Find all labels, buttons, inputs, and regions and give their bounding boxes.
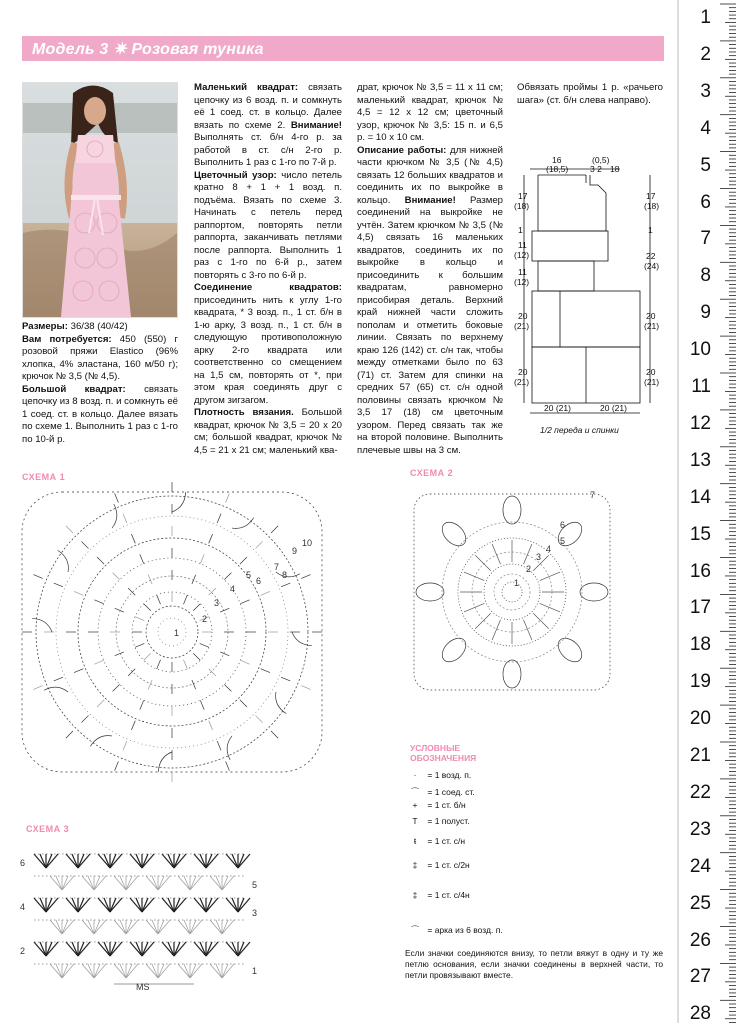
legend-dtr-text: = 1 ст. с/4н <box>427 890 470 900</box>
joining-value: присоединить нить к углу 1-го квадрата, * 3 возд. п., 1 ст. б/н в 1-ю арку, 3 возд. п., 1 ст. б/н в следующую противоположную арку 2-го квадрата или соответственно со смещением на 1,5 см, повторять от *, при этом края соединять друг с другом зигзагом. <box>194 294 342 406</box>
schema-2-chart <box>406 486 618 698</box>
schem-left-label-7: (12) <box>514 277 530 287</box>
legend-item-dc <box>405 836 465 846</box>
small-square-label: Маленький квадрат: <box>194 82 299 93</box>
legend-item-hdc <box>405 816 470 826</box>
ruler-number: 16 <box>689 560 711 582</box>
text-column-1 <box>22 321 178 446</box>
page-title: Модель 3 ✷ Розовая туника <box>32 41 264 58</box>
schema2-row-7: 7 <box>590 490 596 500</box>
flower-label: Цветочный узор: <box>194 169 277 181</box>
big-square-paragraph <box>22 384 178 447</box>
materials-label: Вам потребуется: <box>22 333 112 345</box>
density-continued-paragraph: драт, крючок № 3,5 = 11 x 11 см; маленький квадрат, крючок № 4,5 = 12 x 12 см; цветочный узор, крючок № 3,5: 15 п. и 6,5 р. = 10 x 10 см. <box>357 82 503 143</box>
schema3-row-2: 2 <box>20 946 26 956</box>
schem-top-label-4: 3 2 <box>590 164 602 174</box>
ruler-number: 18 <box>689 634 711 656</box>
chain-arch-icon: ⌒ <box>410 925 420 935</box>
density-paragraph <box>194 407 342 457</box>
schem-bottom-label-2: 20 (21) <box>600 403 627 413</box>
schem-left-label-1: 17 <box>518 191 528 201</box>
ruler-number: 12 <box>689 412 711 434</box>
schem-right-label-5: (24) <box>644 261 660 271</box>
attention-label: Внимание! <box>290 119 342 131</box>
ruler-number: 15 <box>689 523 711 545</box>
schem-right-label-6: 20 <box>646 311 656 321</box>
schema1-row-9: 9 <box>292 546 298 556</box>
schem-left-label-11: (21) <box>514 377 530 387</box>
density-value: Большой квадрат, крючок № 3,5 = 20 x 20 см; большой квадрат, крючок № 4,5 = 21 x 21 см; маленький ква- <box>194 407 342 456</box>
ruler-number: 24 <box>689 855 711 877</box>
schema1-row-5: 5 <box>246 570 252 580</box>
schema-1-chart <box>12 482 334 782</box>
ruler-number: 9 <box>700 302 711 324</box>
schema3-row-1: 1 <box>252 966 258 976</box>
schema2-row-2: 2 <box>526 564 532 574</box>
schem-left-label-6: 11 <box>518 267 527 277</box>
big-square-value: связать цепочку из 8 возд. п. и сомкнуть её 1 соед. ст. в кольцо. Далее вязать по схеме 1. Выполнить 1 раз с 1-го по 10-й р. <box>22 383 178 445</box>
model-photo-image <box>23 83 177 317</box>
density-label: Плотность вязания. <box>194 407 294 418</box>
legend-tr-text: = 1 ст. с/2н <box>427 860 470 870</box>
flower-paragraph <box>194 170 342 283</box>
materials-value: 450 (550) г розовой пряжи Elastico (96% хлопка, 4% эластана, 160 м/50 г); крючок № 3,5 (№ 4,5). <box>22 333 178 382</box>
ruler-number: 2 <box>700 43 711 65</box>
single-crochet-icon: + <box>412 800 418 810</box>
ruler-number: 13 <box>689 449 711 471</box>
ruler-number: 26 <box>689 929 711 951</box>
ruler-number: 27 <box>689 966 711 988</box>
attention-value: Выполнять ст. б/н 4-го р. за работой в ст. с/н 2-го р. Выполнить 1 раз с 1-го по 7-й р. <box>194 132 342 168</box>
garment-schematic <box>510 155 670 440</box>
treble-crochet-icon: ‡ <box>412 860 418 870</box>
legend-chain-text: = 1 возд. п. <box>427 770 472 780</box>
schema1-row-10: 10 <box>302 538 313 548</box>
schema3-row-3: 3 <box>252 908 258 918</box>
legend-item-sc <box>405 800 466 810</box>
schem-right-label-8: 20 <box>646 367 656 377</box>
legend-title-line-2: ОБОЗНАЧЕНИЯ <box>410 753 477 763</box>
schema2-row-6: 6 <box>560 520 566 530</box>
ruler-number: 7 <box>700 228 711 250</box>
ruler-number: 20 <box>689 708 711 730</box>
attention-value-2: Размер соединений на выкройке не учтён. Затем крючком № 3,5 (№ 4,5) связать 16 маленьких квадратов, соединить их по выкройке в кольцо и присоединить к большим квадратам, равномерно присобирая деталь. Верхний край нижней части сложить пополам и отметить боковые линии. Связать по верхнему краю 126 (142) ст. с/н так, чтобы между отметками было по 63 (71) ст. Затем для спинки на средних 57 (65) ст. с/н одной половины связать крючком № 3,5 17 (18) см цветочным узором. Перед связать так же на второй половине. Выполнить плечевые швы на 3 см. <box>357 194 503 456</box>
schem-left-label-2: (18) <box>514 201 530 211</box>
joining-paragraph <box>194 282 342 407</box>
materials-paragraph <box>22 334 178 384</box>
schem-right-label-2: (18) <box>644 201 660 211</box>
schem-left-label-3: 1 <box>518 225 523 235</box>
schem-top-label-5: 18 <box>610 164 620 174</box>
ruler-number: 1 <box>700 7 711 28</box>
schema2-row-4: 4 <box>546 544 552 554</box>
big-square-label: Большой квадрат: <box>22 383 126 395</box>
legend-item-slip <box>405 786 475 798</box>
schema1-row-7: 7 <box>274 562 280 572</box>
ruler-number: 10 <box>689 339 711 361</box>
ruler-number: 19 <box>689 671 711 693</box>
schema2-row-1: 1 <box>514 578 520 588</box>
schema1-row-8: 8 <box>282 570 288 580</box>
schema2-row-3: 3 <box>536 552 542 562</box>
schem-right-label-1: 17 <box>646 191 656 201</box>
legend-hdc-text: = 1 полуст. <box>427 816 470 826</box>
work-value: для нижней части крючком № 3,5 (№ 4,5) связать 12 больших квадратов и соединить их по выкройке в кольцо. <box>357 144 504 206</box>
joining-label: Соединение квадратов: <box>194 282 342 293</box>
small-square-paragraph <box>194 82 342 170</box>
armholes-paragraph: Обвязать проймы 1 р. «рачьего шага» (ст. б/н слева направо). <box>517 82 663 106</box>
schema1-row-4: 4 <box>230 584 236 594</box>
schem-left-label-4: 11 <box>518 240 527 250</box>
sizes-value: 36/38 (40/42) <box>67 321 128 332</box>
ruler-number: 8 <box>700 265 711 287</box>
schema3-row-6: 6 <box>20 858 26 868</box>
page-header <box>22 36 664 61</box>
text-column-4 <box>517 82 663 107</box>
legend-slip-text: = 1 соед. ст. <box>427 787 475 797</box>
schema1-row-2: 2 <box>202 614 208 624</box>
schema-3-label: СХЕМА 3 <box>26 824 70 834</box>
legend-item-dtr <box>405 890 470 900</box>
page-ruler <box>677 0 736 1023</box>
ruler-number: 21 <box>689 745 711 766</box>
schema3-row-5: 5 <box>252 880 258 890</box>
schema1-row-3: 3 <box>214 598 220 608</box>
legend-title-line-1: УСЛОВНЫЕ <box>410 743 461 753</box>
ruler-number: 5 <box>700 154 711 176</box>
text-column-3 <box>357 82 503 457</box>
ruler-number: 6 <box>700 191 711 213</box>
half-double-icon: T <box>412 816 418 826</box>
legend-note: Если значки соединяются внизу, то петли вяжут в одну и ту же петлю основания, если значки соединены в верхней части, то петли провязывают вместе. <box>405 948 663 980</box>
ruler-number: 3 <box>700 80 711 102</box>
schema-3-chart <box>18 834 278 996</box>
schema-1-label: СХЕМА 1 <box>22 472 66 482</box>
schem-right-label-3: 1 <box>648 225 653 235</box>
schem-right-label-9: (21) <box>644 377 660 387</box>
ruler-number: 4 <box>700 117 711 139</box>
schem-left-label-10: 20 <box>518 367 528 377</box>
ruler-number: 23 <box>689 818 711 840</box>
slip-stitch-icon: ⌒ <box>410 787 420 797</box>
schema2-row-5: 5 <box>560 536 566 546</box>
schem-caption: 1/2 переда и спинки <box>540 425 619 435</box>
schem-left-label-9: (21) <box>514 321 530 331</box>
ruler-number: 28 <box>689 1003 711 1025</box>
chain-stitch-icon: · <box>413 770 417 780</box>
ruler-number: 25 <box>689 892 711 914</box>
schema1-row-6: 6 <box>256 576 262 586</box>
legend-item-arch <box>405 924 503 936</box>
text-column-2 <box>194 82 342 457</box>
legend-dc-text: = 1 ст. с/н <box>427 836 466 846</box>
attention-label-2: Внимание! <box>404 194 456 206</box>
schem-right-label-7: (21) <box>644 321 660 331</box>
schem-top-label-1: 16 <box>552 155 562 165</box>
sizes-label: Размеры: <box>22 321 68 332</box>
small-square-value: связать цепочку из 6 возд. п. и сомкнуть её 1 соед. ст. в кольцо. Далее вязать по схеме 2. <box>194 82 343 131</box>
schem-left-label-8: 20 <box>518 311 528 321</box>
model-photo <box>22 82 178 318</box>
ruler-number: 14 <box>689 486 711 508</box>
work-paragraph <box>357 145 503 458</box>
quad-treble-icon: ‡ <box>412 890 418 900</box>
flower-value: число петель кратно 8 + 1 + 1 возд. п. подъёма. Вязать по схеме 3. Начинать с петель перед раппортом, повторять петли раппорта, заканчивать петлями после раппорта. Выполнить 1 раз с 1-го по 6-й р., затем повторять с 3-го по 6-й р. <box>194 169 342 281</box>
legend-arch-text: = арка из 6 возд. п. <box>427 925 503 935</box>
legend-item-tr <box>405 860 470 870</box>
legend-sc-text: = 1 ст. б/н <box>427 800 466 810</box>
legend-title <box>410 743 476 763</box>
schem-top-label-3: (0,5) <box>592 155 610 165</box>
schema1-row-1: 1 <box>174 628 180 638</box>
schema3-ms-label: MS <box>136 982 150 992</box>
schema3-row-4: 4 <box>20 902 26 912</box>
legend-item-chain <box>405 770 471 780</box>
ruler-number: 11 <box>691 376 711 397</box>
ruler-number: 22 <box>689 781 711 803</box>
schem-bottom-label-1: 20 (21) <box>544 403 571 413</box>
ruler-number: 17 <box>689 597 711 619</box>
schem-right-label-4: 22 <box>646 251 656 261</box>
schem-top-label-2: (18,5) <box>546 164 569 174</box>
sizes-paragraph <box>22 321 178 334</box>
work-label: Описание работы: <box>357 144 447 156</box>
schema-2-label: СХЕМА 2 <box>410 468 454 478</box>
schem-left-label-5: (12) <box>514 250 530 260</box>
double-crochet-icon: ŧ <box>413 836 417 846</box>
